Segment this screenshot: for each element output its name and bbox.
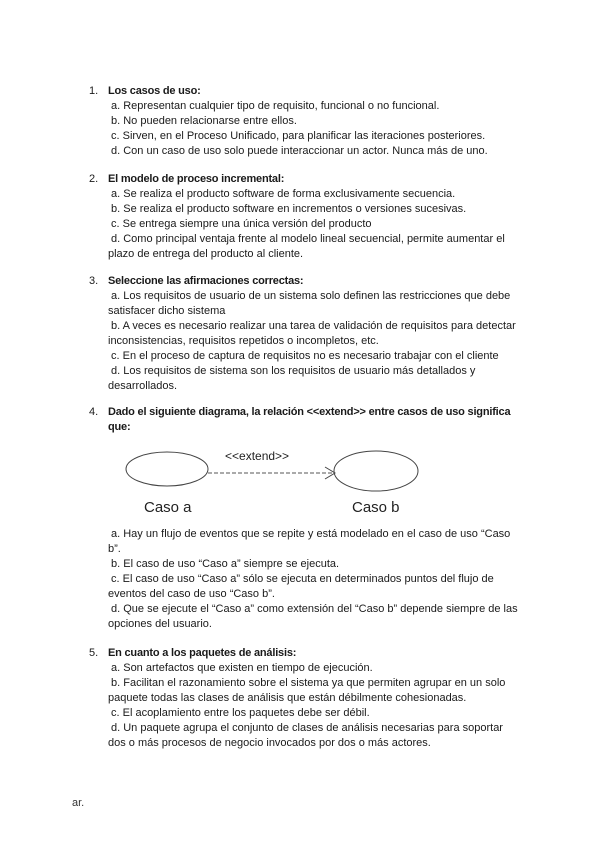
question-number: 2. bbox=[89, 173, 99, 185]
question-header bbox=[89, 274, 519, 289]
question-title: Dado el siguiente diagrama, la relación <<extend>> entre casos de uso significa que: bbox=[108, 406, 511, 433]
use-case-a-label: Caso a bbox=[144, 499, 192, 516]
option-a: a. Hay un flujo de eventos que se repite y está modelado en el caso de uso “Caso b”. bbox=[108, 528, 511, 555]
question-header bbox=[89, 172, 519, 187]
option-d: d. Un paquete agrupa el conjunto de clases de análisis necesarias para soportar dos o más procesos de negocio invocados por dos o más actores. bbox=[108, 722, 503, 749]
question-number: 1. bbox=[89, 85, 99, 97]
option-list bbox=[108, 187, 519, 262]
option-list bbox=[108, 99, 519, 159]
option-d: d. Los requisitos de sistema son los requisitos de usuario más detallados y desarrollados. bbox=[108, 365, 476, 392]
option-b: b. A veces es necesario realizar una tarea de validación de requisitos para detectar inconsistencias, requisitos repetidos o incompletos, etc. bbox=[108, 320, 516, 347]
use-case-b-ellipse bbox=[334, 451, 418, 491]
option-c: c. El caso de uso “Caso a” sólo se ejecuta en determinados puntos del flujo de eventos del caso de uso “Caso b”. bbox=[108, 573, 494, 600]
use-case-b-label: Caso b bbox=[352, 499, 400, 516]
question-5 bbox=[89, 646, 519, 751]
option-a: a. Se realiza el producto software de forma exclusivamente secuencia. bbox=[111, 188, 456, 200]
question-number: 4. bbox=[89, 406, 99, 418]
option-a: a. Los requisitos de usuario de un sistema solo definen las restricciones que debe satisfacer dicho sistema bbox=[108, 290, 511, 317]
option-b: b. Facilitan el razonamiento sobre el sistema ya que permiten agrupar en un solo paquete todas las clases de análisis que están débilmente cohesionadas. bbox=[108, 677, 506, 704]
option-c: c. El acoplamiento entre los paquetes debe ser débil. bbox=[111, 707, 370, 719]
option-b: b. El caso de uso “Caso a” siempre se ejecuta. bbox=[111, 558, 340, 570]
question-header bbox=[89, 84, 519, 99]
question-title: Seleccione las afirmaciones correctas: bbox=[108, 275, 304, 287]
option-c: c. En el proceso de captura de requisitos no es necesario trabajar con el cliente bbox=[111, 350, 499, 362]
use-case-diagram bbox=[110, 440, 440, 525]
option-list bbox=[108, 289, 519, 394]
footer-fragment: ar. bbox=[72, 797, 85, 809]
question-number: 3. bbox=[89, 275, 99, 287]
option-b: b. Se realiza el producto software en incrementos o versiones sucesivas. bbox=[111, 203, 467, 215]
question-4 bbox=[89, 405, 519, 435]
question-title: En cuanto a los paquetes de análisis: bbox=[108, 647, 297, 659]
question-1 bbox=[89, 84, 519, 159]
question-2 bbox=[89, 172, 519, 262]
option-d: d. Que se ejecute el “Caso a” como extensión del “Caso b” depende siempre de las opciones del usuario. bbox=[108, 603, 518, 630]
question-header bbox=[89, 646, 519, 661]
option-c: c. Se entrega siempre una única versión del producto bbox=[111, 218, 372, 230]
option-c: c. Sirven, en el Proceso Unificado, para planificar las iteraciones posteriores. bbox=[111, 130, 486, 142]
option-a: a. Representan cualquier tipo de requisito, funcional o no funcional. bbox=[111, 100, 440, 112]
question-header bbox=[89, 405, 519, 435]
option-list bbox=[108, 527, 519, 632]
extend-label: <<extend>> bbox=[225, 449, 290, 463]
question-number: 5. bbox=[89, 647, 99, 659]
question-3 bbox=[89, 274, 519, 394]
use-case-a-ellipse bbox=[126, 452, 208, 486]
question-title: Los casos de uso: bbox=[108, 85, 201, 97]
question-title: El modelo de proceso incremental: bbox=[108, 173, 285, 185]
option-list bbox=[108, 661, 519, 751]
option-b: b. No pueden relacionarse entre ellos. bbox=[111, 115, 297, 127]
option-d: d. Como principal ventaja frente al modelo lineal secuencial, permite aumentar el plazo de entrega del producto al cliente. bbox=[108, 233, 505, 260]
question-4-options bbox=[89, 527, 519, 632]
option-d: d. Con un caso de uso solo puede interaccionar un actor. Nunca más de uno. bbox=[111, 145, 488, 157]
option-a: a. Son artefactos que existen en tiempo de ejecución. bbox=[111, 662, 373, 674]
